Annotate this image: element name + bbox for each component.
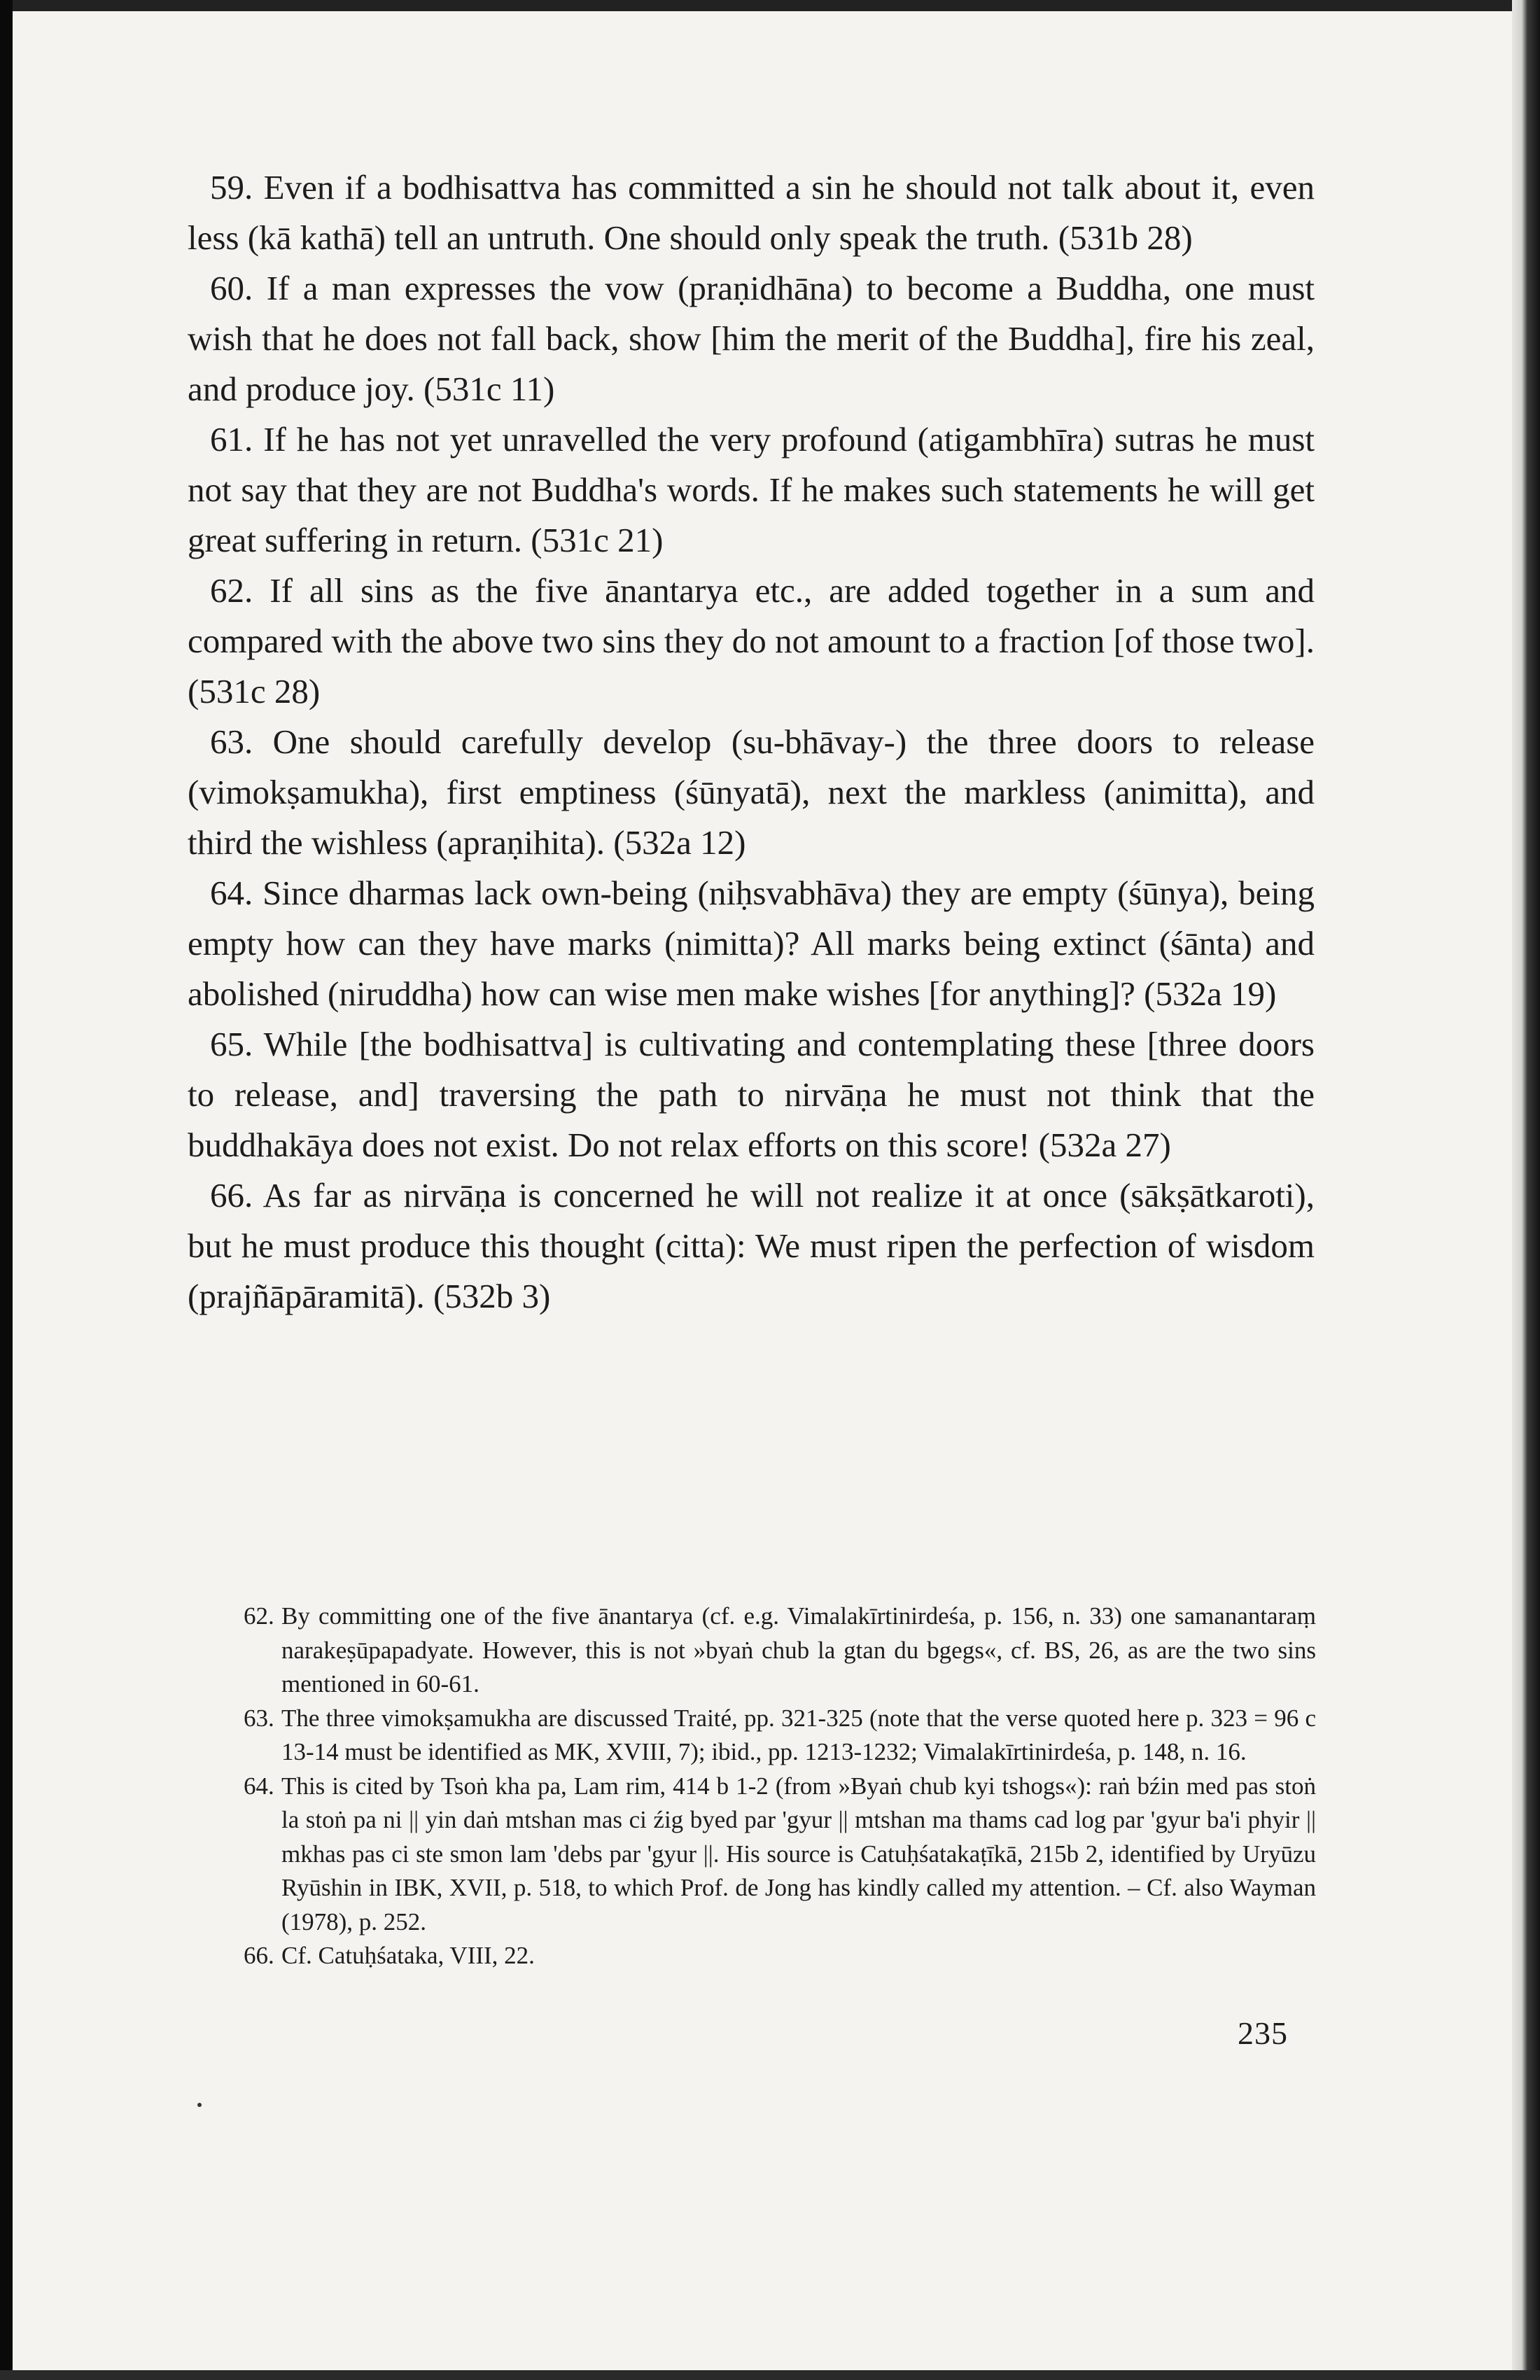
verse-59: 59. Even if a bodhisattva has committed a sin he should not talk about it, even less (kā kathā) tell an untruth. One should only speak the truth. (531b 28) xyxy=(188,168,1315,257)
verse-61: 61. If he has not yet unravelled the very profound (atigambhīra) sutras he must not say that they are not Buddha's words. If he makes such statements he will get great suffering in return. (531c 21) xyxy=(188,420,1315,559)
verse-66: 66. As far as nirvāṇa is concerned he will not realize it at once (sākṣātkaroti), but he must produce this thought (citta): We must ripen the perfection of wisdom (prajñāpāramitā). (532b 3) xyxy=(188,1176,1315,1315)
verse-list xyxy=(188,162,1315,1322)
verse-63: 63. One should carefully develop (su-bhāvay-) the three doors to release (vimokṣamukha), first emptiness (śūnyatā), next the markless (animitta), and third the wishless (apraṇihita). (532a 12) xyxy=(188,722,1315,862)
scan-edge-bottom xyxy=(0,2370,1540,2380)
verse-62: 62. If all sins as the five ānantarya etc., are added together in a sum and compared with the above two sins they do not amount to a fraction [of those two]. (531c 28) xyxy=(188,571,1315,710)
scan-speck xyxy=(197,2103,202,2107)
verse-65: 65. While [the bodhisattva] is cultivating and contemplating these [three doors to release, and] traversing the path to nirvāṇa he must not think that the buddhakāya does not exist. Do not relax efforts on this score! (532a 27) xyxy=(188,1025,1315,1164)
scan-edge-right xyxy=(1512,0,1540,2380)
footnote-66: 66. Cf. Catuḥśataka, VIII, 22. xyxy=(244,1942,535,1969)
scan-edge-left xyxy=(0,0,13,2380)
page-number: 235 xyxy=(1238,2015,1288,2051)
footnotes xyxy=(244,1600,1316,1973)
verse-60: 60. If a man expresses the vow (praṇidhāna) to become a Buddha, one must wish that he does not fall back, show [him the merit of the Buddha], fire his zeal, and produce joy. (531c 11) xyxy=(188,269,1315,408)
scan-edge-top xyxy=(0,0,1540,11)
footnote-63: 63. The three vimokṣamukha are discussed Traité, pp. 321-325 (note that the verse quoted here p. 323 = 96 c 13-14 must be identified as MK, XVIII, 7); ibid., pp. 1213-1232; Vimalakīrtinirdeśa, p. 148, n. 16. xyxy=(244,1704,1316,1765)
verse-64: 64. Since dharmas lack own-being (niḥsvabhāva) they are empty (śūnya), being empty how can they have marks (nimitta)? All marks being extinct (śānta) and abolished (niruddha) how can wise men make wishes [for anything]? (532a 19) xyxy=(188,874,1315,1013)
footnote-64: 64. This is cited by Tsoṅ kha pa, Lam rim, 414 b 1-2 (from »Byaṅ chub kyi tshogs«): raṅ bźin med pas stoṅ la stoṅ pa ni || yin daṅ mtshan mas ci źig byed par 'gyur || mtshan ma thams cad log par 'gyur ba'i phyir || mkhas pas ci ste smon lam 'debs par 'gyur ||. His source is Catuḥśatakaṭīkā, 215b 2, identified by Uryūzu Ryūshin in IBK, XVII, p. 518, to which Prof. de Jong has kindly called my attention. – Cf. also Wayman (1978), p. 252. xyxy=(244,1772,1316,1935)
footnote-62: 62. By committing one of the five ānantarya (cf. e.g. Vimalakīrtinirdeśa, p. 156, n. 33) one samanantaraṃ narakeṣūpapadyate. However, this is not »byaṅ chub la gtan du bgegs«, cf. BS, 26, as are the two sins mentioned in 60-61. xyxy=(244,1602,1316,1698)
